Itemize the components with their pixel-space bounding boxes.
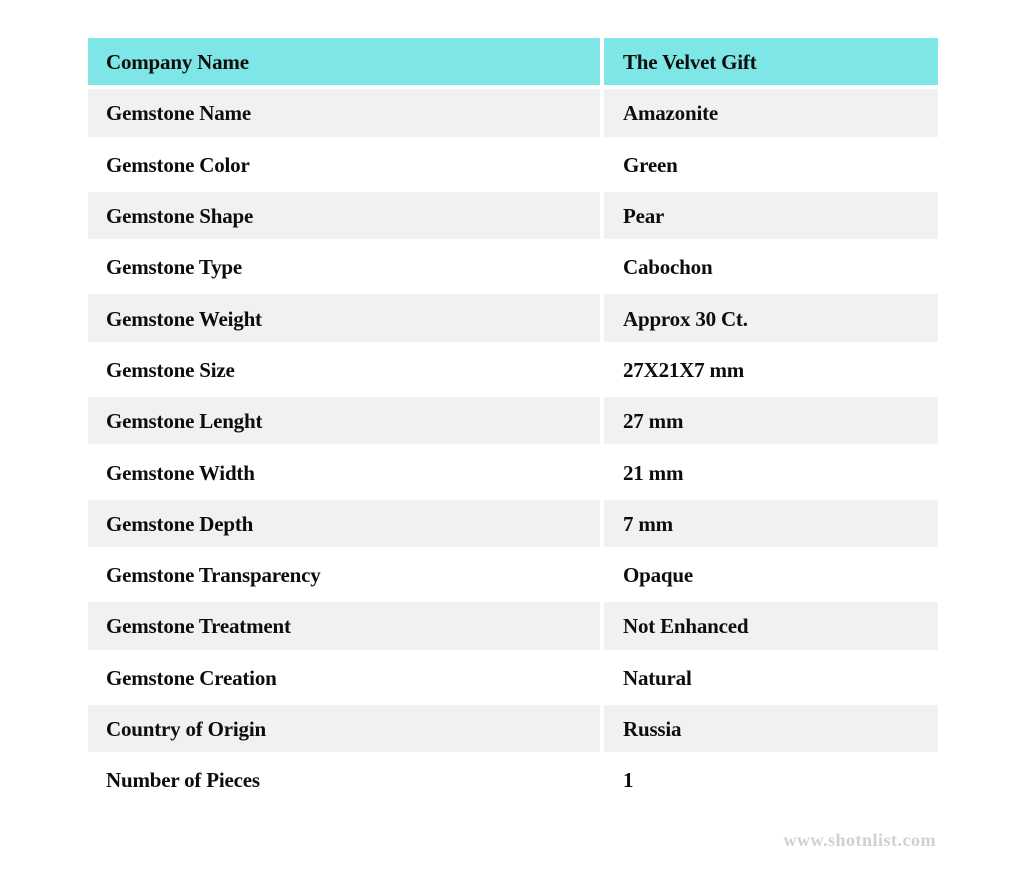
- table-row-country-of-origin: [88, 705, 938, 752]
- table-row-gemstone-width: [88, 448, 938, 495]
- company-name-header: Company Name: [88, 38, 600, 85]
- spec-value: 21 mm: [623, 460, 684, 485]
- table-row-gemstone-creation: [88, 654, 938, 701]
- table-row-gemstone-shape: [88, 192, 938, 239]
- spec-value: Cabochon: [623, 255, 713, 280]
- spec-value: Not Enhanced: [604, 602, 938, 649]
- spec-value: Green: [623, 152, 678, 177]
- gemstone-spec-table: [88, 38, 938, 807]
- table-row-gemstone-name: [88, 89, 938, 136]
- spec-value: Russia: [604, 705, 938, 752]
- spec-label: Gemstone Lenght: [88, 397, 600, 444]
- spec-label: Gemstone Size: [106, 357, 235, 382]
- spec-value: 27 mm: [604, 397, 938, 444]
- table-row-gemstone-color: [88, 141, 938, 188]
- spec-label: Gemstone Width: [106, 460, 255, 485]
- spec-label: Gemstone Name: [88, 89, 600, 136]
- watermark: www.shotnlist.com: [783, 830, 936, 850]
- spec-label: Gemstone Weight: [88, 294, 600, 341]
- spec-value: Amazonite: [604, 89, 938, 136]
- table-row-number-of-pieces: [88, 756, 938, 803]
- spec-value: 7 mm: [604, 500, 938, 547]
- spec-label: Country of Origin: [88, 705, 600, 752]
- spec-label: Gemstone Creation: [106, 665, 277, 690]
- table-row-gemstone-treatment: [88, 602, 938, 649]
- spec-label: Gemstone Transparency: [106, 563, 321, 588]
- table-row-gemstone-type: [88, 243, 938, 290]
- table-row-gemstone-depth: [88, 500, 938, 547]
- table-row-gemstone-weight: [88, 294, 938, 341]
- spec-label: Gemstone Depth: [88, 500, 600, 547]
- spec-label: Number of Pieces: [106, 768, 260, 793]
- spec-value: 27X21X7 mm: [623, 357, 745, 382]
- table-row-gemstone-size: [88, 346, 938, 393]
- spec-value: Approx 30 Ct.: [604, 294, 938, 341]
- company-name-value: The Velvet Gift: [604, 38, 938, 85]
- table-row-gemstone-transparency: [88, 551, 938, 598]
- table-header-row: [88, 38, 938, 85]
- spec-label: Gemstone Type: [106, 255, 243, 280]
- spec-value: Opaque: [623, 563, 693, 588]
- spec-value: 1: [623, 768, 634, 793]
- table-row-gemstone-lenght: [88, 397, 938, 444]
- spec-label: Gemstone Treatment: [88, 602, 600, 649]
- spec-value: Natural: [623, 665, 692, 690]
- spec-value: Pear: [604, 192, 938, 239]
- spec-label: Gemstone Color: [106, 152, 250, 177]
- spec-label: Gemstone Shape: [88, 192, 600, 239]
